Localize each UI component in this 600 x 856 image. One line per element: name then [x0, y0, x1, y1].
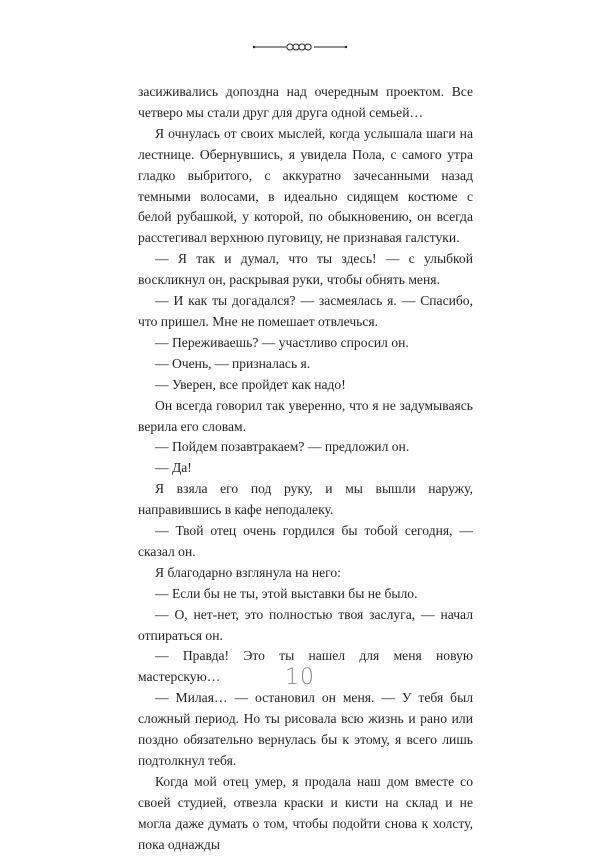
- paragraph: — Пойдем позавтракаем? — предложил он.: [155, 439, 410, 455]
- paragraph: Он всегда говорил так уверенно, что я не задумываясь верила его словам.: [138, 397, 473, 434]
- paragraph: — Если бы не ты, этой выставки бы не было.: [155, 585, 418, 601]
- body-text: [138, 82, 473, 856]
- paragraph: — Милая… — остановил он меня. — У тебя был сложный период. Но ты рисовала всю жизнь и рано или поздно обязательно вернулась бы к этому, я всего лишь подтолкнул тебя.: [138, 690, 473, 768]
- paragraph: Я благодарно взглянула на него:: [155, 564, 341, 580]
- paragraph: — О, нет-нет, это полностью твоя заслуга, — начал отпираться он.: [138, 606, 473, 643]
- paragraph: — Очень, — призналась я.: [155, 355, 311, 371]
- paragraph: засиживались допоздна над очередным проектом. Все четверо мы стали друг для друга одной семьей…: [138, 84, 473, 120]
- paragraph: — Переживаешь? — участливо спросил он.: [155, 334, 409, 350]
- paragraph: — И как ты догадался? — засмеялась я. — Спасибо, что пришел. Мне не помешает отвлечься.: [138, 293, 473, 329]
- paragraph: — Правда! Это ты нашел для меня новую мастерскую…: [138, 648, 473, 685]
- page-number: 10: [285, 665, 315, 690]
- paragraph: — Уверен, все пройдет как надо!: [155, 376, 346, 392]
- paragraph: Когда мой отец умер, я продала наш дом вместе со своей студией, отвезла краски и кисти на склад и не могла даже думать о том, чтобы подойти снова к холсту, пока однажды: [138, 773, 473, 852]
- flourish-divider-icon: [252, 40, 348, 54]
- paragraph: — Твой отец очень гордился бы тобой сегодня, — сказал он.: [138, 523, 473, 559]
- paragraph: — Да!: [155, 460, 192, 476]
- paragraph: Я взяла его под руку, и мы вышли наружу, направившись в кафе неподалеку.: [138, 481, 473, 518]
- paragraph: Я очнулась от своих мыслей, когда услышала шаги на лестнице. Обернувшись, я увидела Пола, с самого утра гладко выбритого, с аккуратно зачесанными назад темными волосами, в идеально сидящем костюме с белой рубашкой, у которой, по обыкновению, он всегда расстегивал верхнюю пуговицу, не признавая галстуки.: [138, 125, 473, 246]
- paragraph: — Я так и думал, что ты здесь! — с улыбкой воскликнул он, раскрывая руки, чтобы обнять меня.: [138, 251, 473, 288]
